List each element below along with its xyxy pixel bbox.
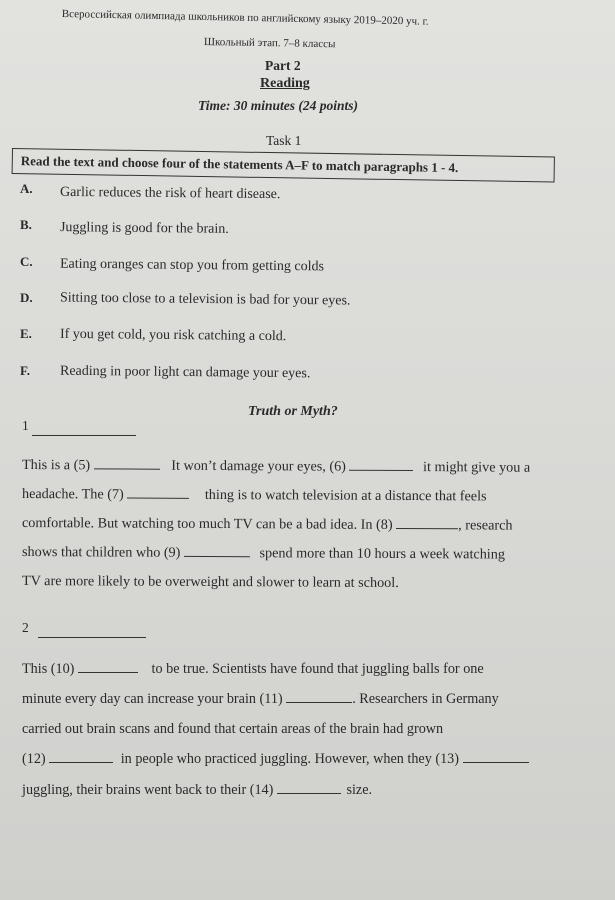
gap-7[interactable] [127,497,189,499]
gap-8[interactable] [396,527,458,529]
text-segment: size. [346,782,373,798]
statement-letter: B. [20,217,32,232]
text-segment: to be true. Scientists have found that juggling balls for one [151,661,484,677]
statement-text: Reading in poor light can damage your eyes. [59,363,311,382]
text-segment: spend more than 10 hours a week watching [259,545,506,563]
gap-9[interactable] [184,555,250,557]
statement-text: Eating oranges can stop you from getting colds [59,256,325,275]
text-segment: carried out brain scans and found that certain areas of the brain had grown [22,721,444,737]
gap-13[interactable] [463,761,529,763]
time-limit: Time: 30 minutes (24 points) [198,98,359,113]
text-segment: headache. The (7) [21,486,124,503]
statement-letter: D. [20,290,33,305]
paragraph-number: 1 [22,418,29,433]
text-segment: TV are more likely to be overweight and slower to learn at school. [21,573,399,591]
text-segment: , research [458,517,513,534]
text-segment: shows that children who (9) [21,544,181,561]
instruction-box [12,148,555,183]
text-segment: juggling, their brains went back to their (14) [22,782,274,798]
paragraph-number: 2 [22,620,29,635]
gap-11[interactable] [286,701,352,703]
task-label: Task 1 [266,133,302,148]
statement-text: Sitting too close to a television is bad for your eyes. [59,290,351,309]
answer-blank[interactable] [38,637,146,638]
gap-14[interactable] [277,792,341,794]
olympiad-header: Всероссийская олимпиада школьников по английскому языку 2019–2020 уч. г. [61,8,429,28]
gap-12[interactable] [49,761,113,763]
task-instruction: Read the text and choose four of the statements A–F to match paragraphs 1 - 4. [20,153,459,176]
text-segment: This is a (5) [21,457,91,474]
stage-header: Школьный этап. 7–8 классы [203,36,336,51]
statement-text: If you get cold, you risk catching a cold. [59,326,287,345]
statement-letter: A. [20,181,33,196]
gap-6[interactable] [349,469,413,471]
text-segment: It won’t damage your eyes, (6) [171,457,346,475]
statement-letter: E. [20,326,32,341]
statement-letter: C. [20,254,33,269]
statement-text: Garlic reduces the risk of heart disease. [59,184,281,203]
gap-10[interactable] [78,671,138,673]
gap-5[interactable] [94,467,160,469]
text-segment: it might give you a [422,459,531,476]
text-segment: in people who practiced juggling. However, when they (13) [120,751,459,767]
text-segment: . Researchers in Germany [352,691,499,707]
section-title: Reading [260,76,310,91]
part-label: Part 2 [265,58,301,73]
text-title: Truth or Myth? [248,404,338,419]
text-segment: thing is to watch television at a distance that feels [204,486,487,505]
text-segment: (12) [22,751,46,767]
text-segment: This (10) [22,661,75,677]
answer-blank[interactable] [32,435,136,436]
statement-text: Juggling is good for the brain. [59,220,229,237]
statement-letter: F. [20,363,30,378]
text-segment: minute every day can increase your brain (11) [22,691,283,707]
text-segment: comfortable. But watching too much TV can be a bad idea. In (8) [21,515,393,533]
